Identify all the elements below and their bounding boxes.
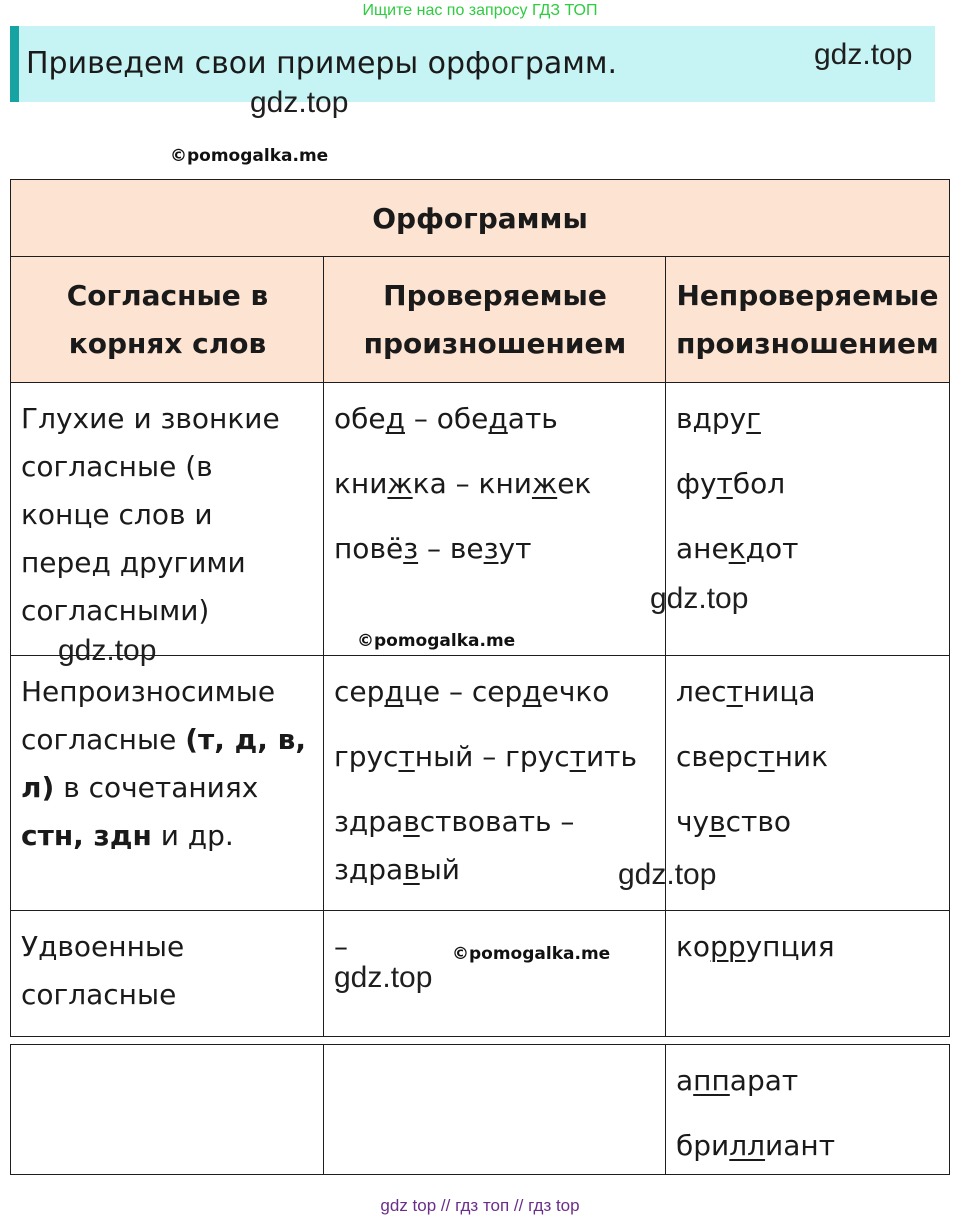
- watermark-pomogalka: ©pomogalka.me: [357, 631, 516, 651]
- row3-category: Удвоенные согласные: [10, 910, 325, 1037]
- watermark-gdz: gdz.top: [650, 582, 749, 615]
- example-line: повёз – везут: [334, 532, 532, 565]
- row4-unchecked: [665, 1044, 950, 1175]
- example-line: сердце – сердечко: [334, 675, 610, 708]
- example-line: сверстник: [676, 740, 829, 773]
- example-line: коррупция: [676, 930, 835, 963]
- footer-links: gdz top // гдз топ // гдз top: [380, 1196, 580, 1215]
- example-line: здравый: [334, 853, 461, 886]
- header-consonants: Согласные в корнях слов: [10, 256, 325, 384]
- watermark-gdz: gdz.top: [58, 634, 157, 667]
- search-banner: Ищите нас по запросу ГДЗ ТОП: [362, 2, 598, 19]
- watermark-gdz: gdz.top: [334, 961, 433, 994]
- watermark-pomogalka: ©pomogalka.me: [452, 944, 611, 964]
- row3-checked: –: [323, 910, 667, 1037]
- example-line: чувство: [676, 805, 791, 838]
- header-checked: Проверяемые произношением: [323, 256, 667, 384]
- example-line: книжка – книжек: [334, 467, 592, 500]
- example-line: анекдот: [676, 532, 799, 565]
- row2-checked: [323, 655, 667, 912]
- example-line: футбол: [676, 467, 786, 500]
- row3-unchecked: [665, 910, 950, 1037]
- row1-checked: [323, 382, 667, 657]
- table-caption: Орфограммы: [10, 179, 950, 258]
- watermark-pomogalka: ©pomogalka.me: [170, 146, 329, 166]
- cont-empty-cell: [10, 1044, 325, 1175]
- example-line: вдруг: [676, 402, 761, 435]
- row2-category: Непроизносимые согласные (т, д, в, л) в сочетаниях стн, здн и др.: [10, 655, 325, 912]
- watermark-gdz: gdz.top: [814, 38, 913, 71]
- watermark-gdz: gdz.top: [250, 86, 349, 119]
- header-unchecked: Непроверяемые произношением: [665, 256, 950, 384]
- example-line: грустный – грустить: [334, 740, 637, 773]
- task-title-box: [10, 26, 935, 102]
- example-line: здравствовать –: [334, 805, 575, 838]
- example-line: обед – обедать: [334, 402, 558, 435]
- example-line: лестница: [676, 675, 816, 708]
- watermark-gdz: gdz.top: [618, 858, 717, 891]
- cont-empty-cell: [323, 1044, 667, 1175]
- task-title: Приведем свои примеры орфограмм.: [26, 46, 618, 81]
- example-line: аппарат: [676, 1064, 799, 1097]
- example-line: бриллиант: [676, 1129, 836, 1162]
- row1-category: Глухие и звонкие согласные (в конце слов и перед другими согласными): [10, 382, 325, 657]
- title-accent-bar: [10, 26, 19, 102]
